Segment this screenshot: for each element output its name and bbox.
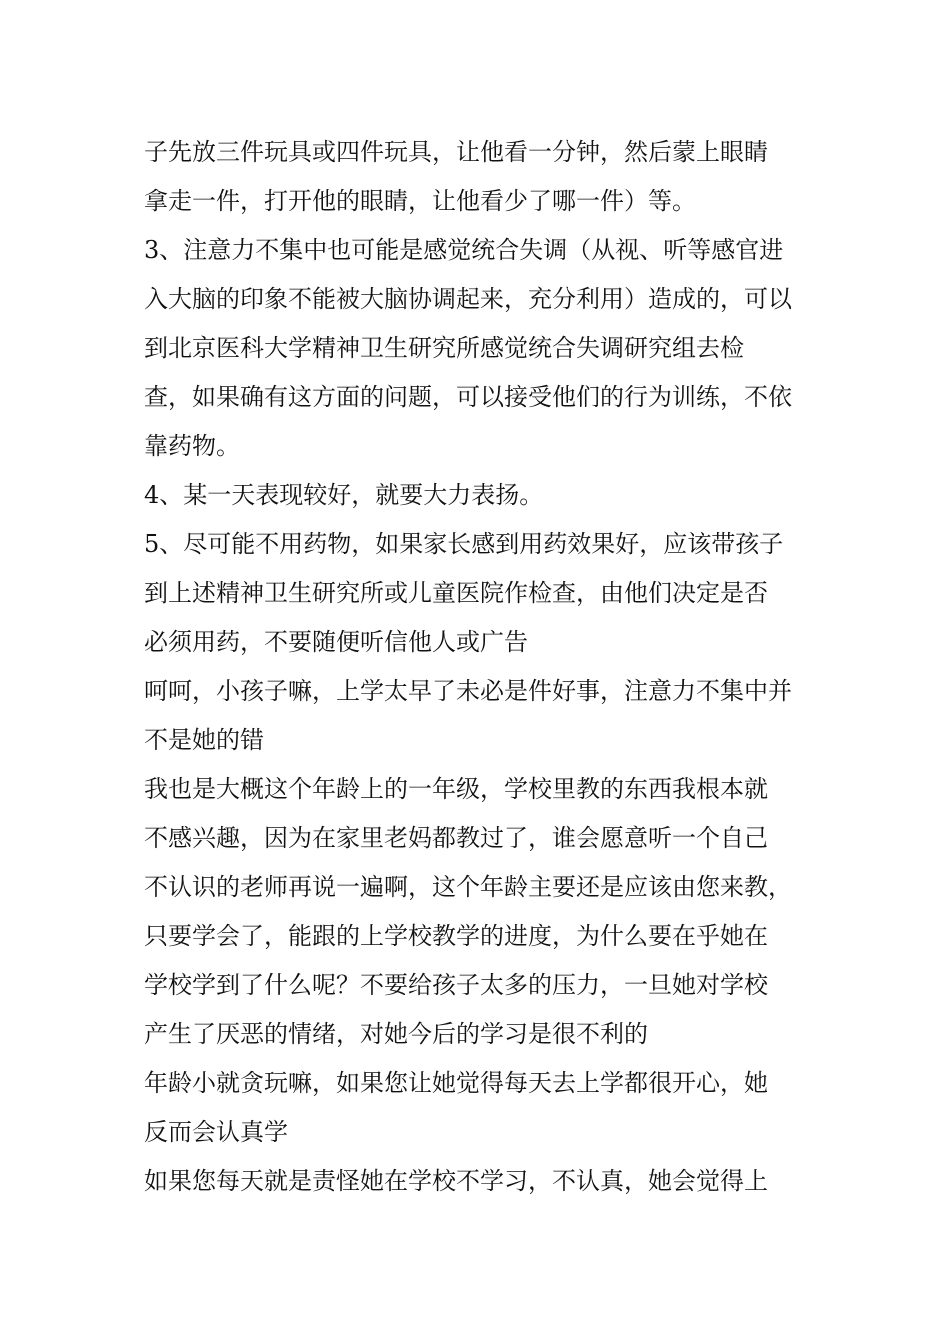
text-line: 呵呵，小孩子嘛，上学太早了未必是件好事，注意力不集中并: [144, 677, 792, 705]
text-line: 只要学会了，能跟的上学校教学的进度，为什么要在乎她在: [144, 922, 768, 950]
text-line: 产生了厌恶的情绪，对她今后的学习是很不利的: [144, 1020, 648, 1048]
text-line: 入大脑的印象不能被大脑协调起来，充分利用）造成的，可以: [144, 285, 792, 313]
text-line: 靠药物。: [144, 432, 240, 460]
text-line: 拿走一件，打开他的眼睛，让他看少了哪一件）等。: [144, 187, 696, 215]
text-line: 年龄小就贪玩嘛，如果您让她觉得每天去上学都很开心，她: [144, 1069, 768, 1097]
document-body: [144, 128, 824, 1206]
text-line: 查，如果确有这方面的问题，可以接受他们的行为训练，不依: [144, 383, 792, 411]
text-line: 不感兴趣，因为在家里老妈都教过了，谁会愿意听一个自己: [144, 824, 768, 852]
text-line: 不认识的老师再说一遍啊，这个年龄主要还是应该由您来教，: [144, 873, 792, 901]
text-line: 我也是大概这个年龄上的一年级，学校里教的东西我根本就: [144, 775, 768, 803]
text-line: 5、尽可能不用药物，如果家长感到用药效果好，应该带孩子: [144, 530, 784, 558]
text-line: 子先放三件玩具或四件玩具，让他看一分钟，然后蒙上眼睛: [144, 138, 768, 166]
text-line: 4、某一天表现较好，就要大力表扬。: [144, 481, 544, 509]
text-line: 如果您每天就是责怪她在学校不学习，不认真，她会觉得上: [144, 1167, 768, 1195]
text-line: 学校学到了什么呢？不要给孩子太多的压力，一旦她对学校: [144, 971, 768, 999]
text-line: 到上述精神卫生研究所或儿童医院作检查，由他们决定是否: [144, 579, 768, 607]
text-line: 不是她的错: [144, 726, 264, 754]
text-line: 必须用药，不要随便听信他人或广告: [144, 628, 528, 656]
text-line: 到北京医科大学精神卫生研究所感觉统合失调研究组去检: [144, 334, 744, 362]
text-line: 3、注意力不集中也可能是感觉统合失调（从视、听等感官进: [144, 236, 784, 264]
text-line: 反而会认真学: [144, 1118, 288, 1146]
